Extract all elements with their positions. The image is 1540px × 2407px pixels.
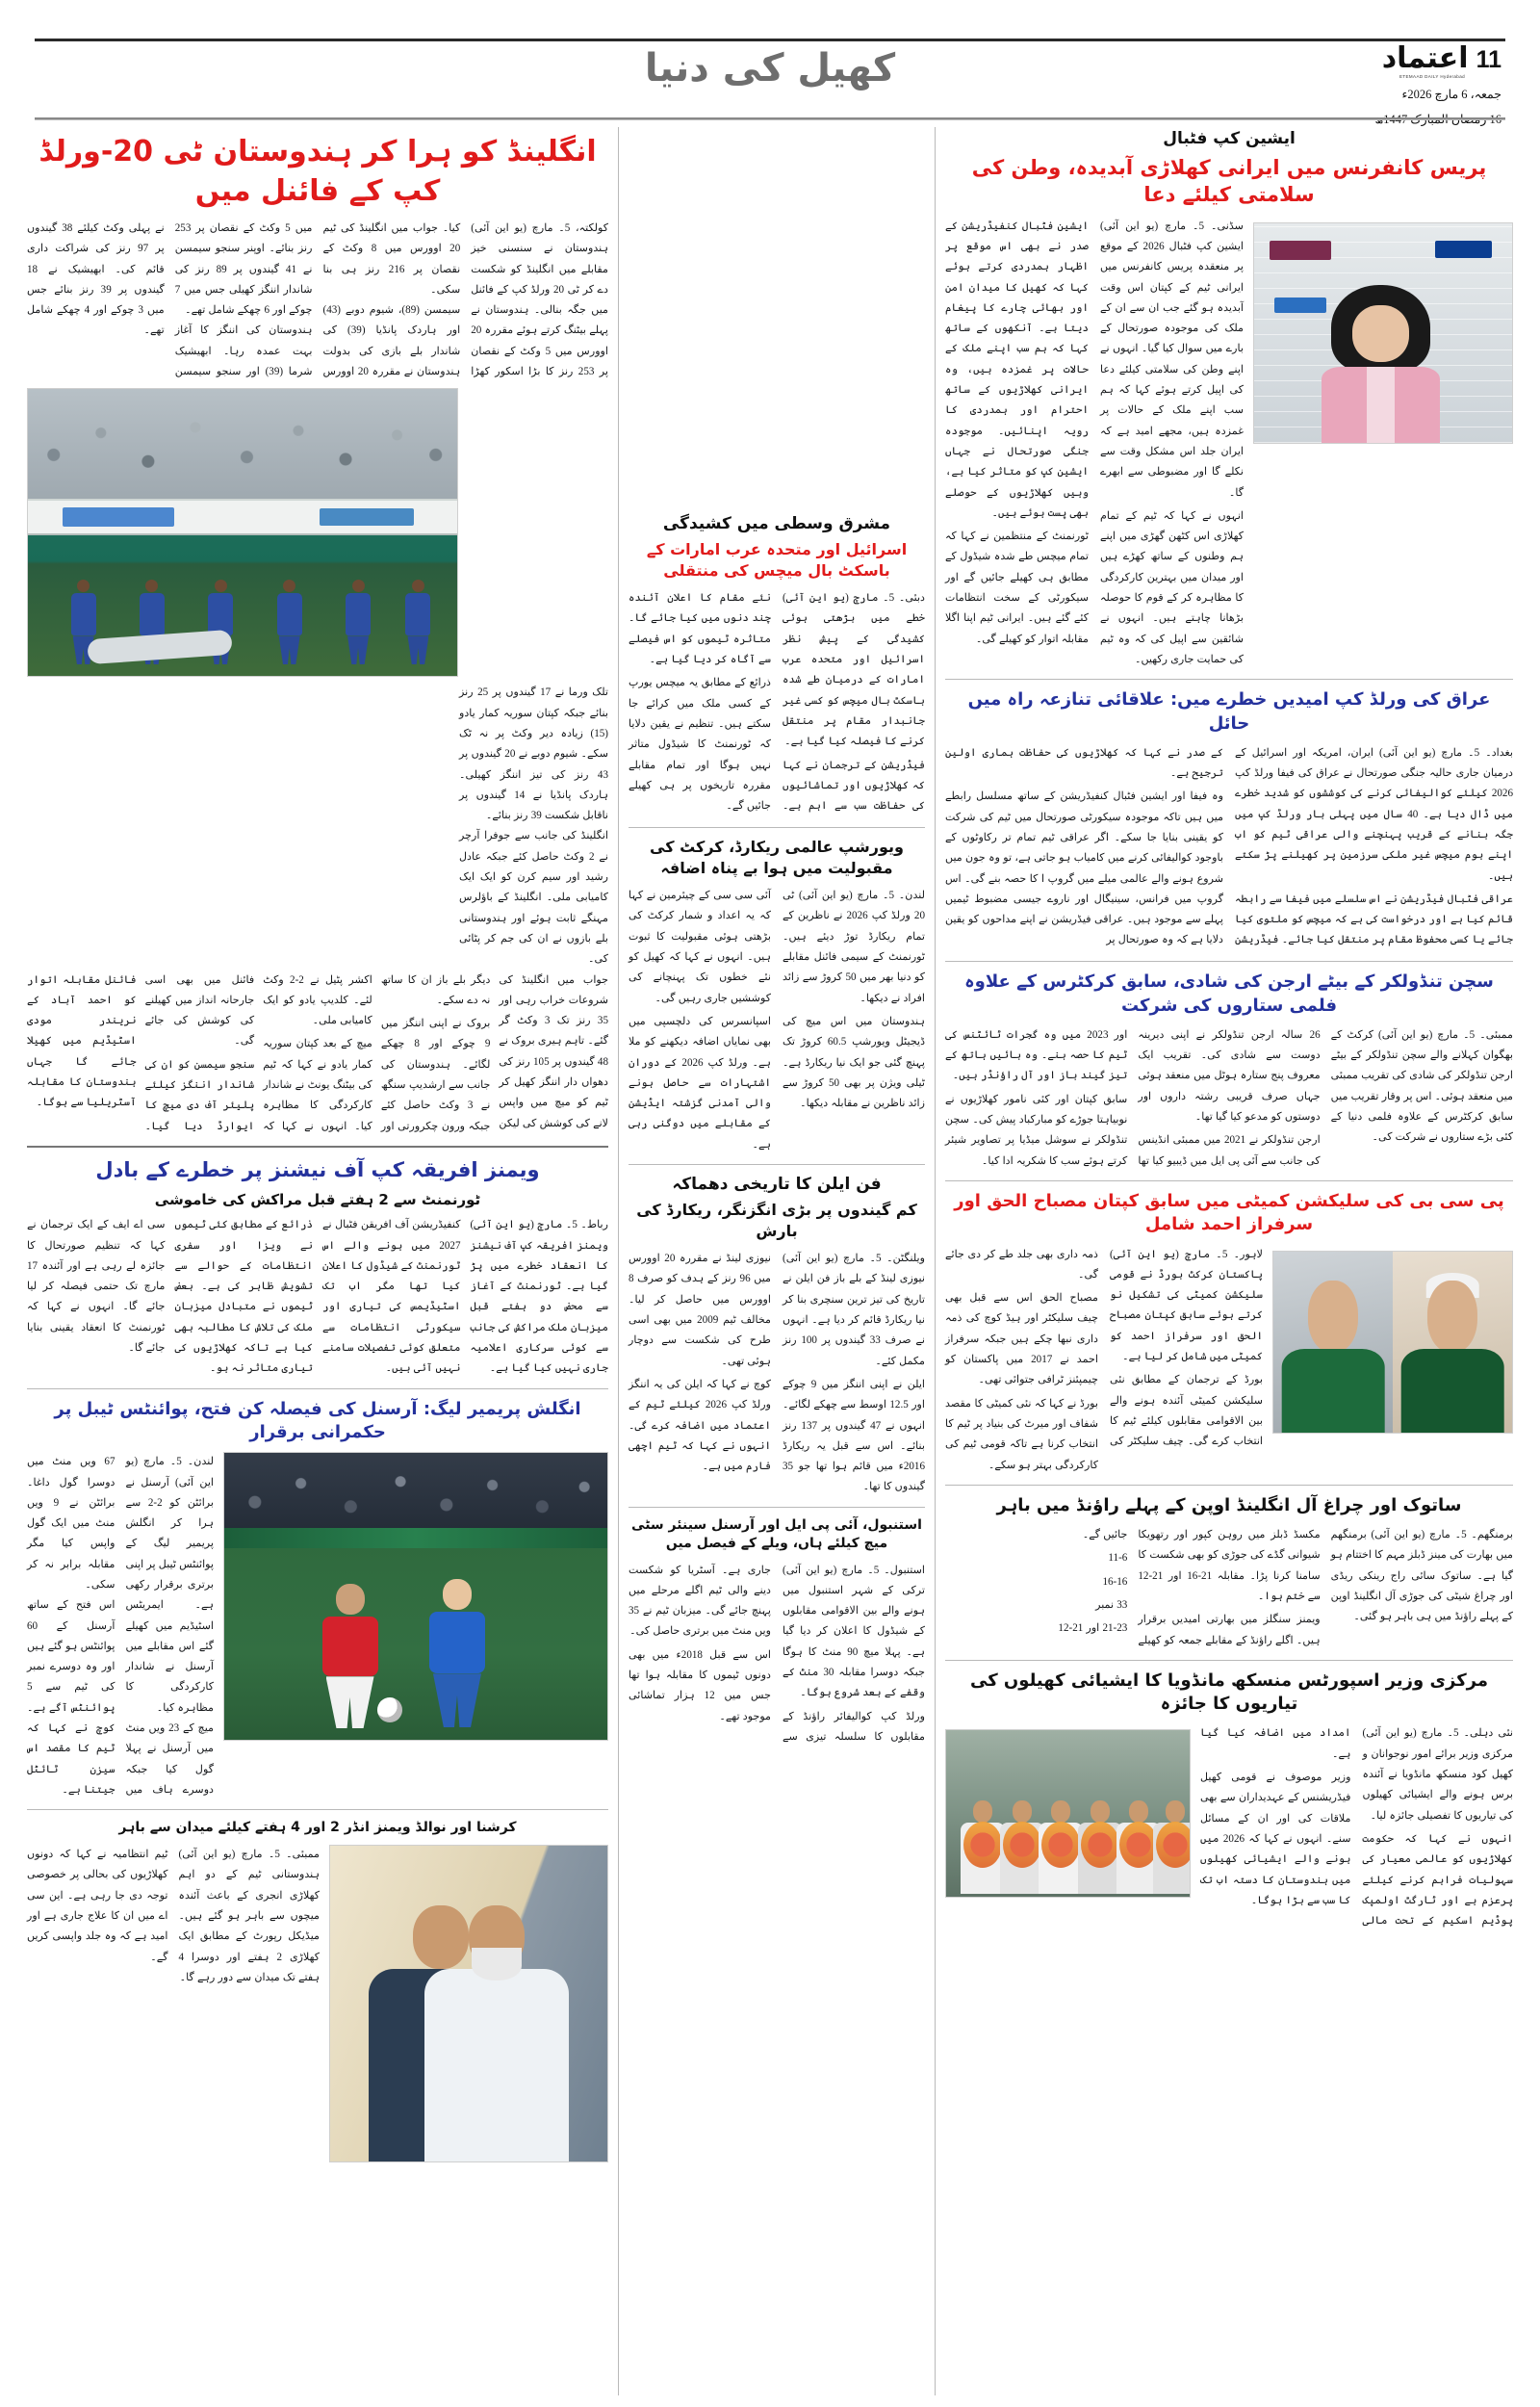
paragraph: انگلینڈ کی جانب سے جوفرا آرچر نے 2 وکٹ حاصل کئے جبکہ عادل رشید اور سیم کرن کو ایک ایک کامیابی ملی۔ انگلینڈ کے باؤلرس مہنگے ثابت ہوئے اور ہندوستانی بلے بازوں نے ان کی جم کر پٹائی کی۔ — [459, 830, 609, 966]
column-left — [17, 127, 618, 2395]
divider — [945, 1660, 1513, 1661]
paragraph: سابق کپتان اور کئی نامور کھلاڑیوں نے نوبیاہتا جوڑے کو مبارکباد پیش کی۔ سچن تنڈولکر نے سوشل میڈیا پر تصاویر شیئر کرتے ہوئے سب کا شکریہ ادا کیا۔ — [945, 1093, 1128, 1167]
score-line: 21-23 اور 21-12 — [1058, 1622, 1128, 1635]
body-injured-players — [27, 1845, 320, 1988]
india-celebration-photo — [27, 388, 458, 677]
paragraph: سڈنی۔ 5۔ مارچ (یو این آئی) ایشین کپ فٹبال 2026 کے موقع پر منعقدہ پریس کانفرنس میں ایرانی ٹیم کے کپتان اس وقت آبدیدہ ہو گئے جب ان سے ان کے ملک کی موجودہ صورتحال کے بارے میں سوال کیا گیا۔ انہوں نے اپنے وطن کی سلامتی کیلئے دعا کی اپیل کرتے ہوئے کہا کہ ہم سب اپنے ملک کے حالات پر غمزدہ ہیں، مجھے امید ہے کہ ایران جلد اس مشکل وقت سے نکلے گا اور مضبوطی سے ابھرے گا۔ — [1100, 220, 1244, 499]
paragraph: عراقی فٹبال فیڈریشن نے اس سلسلے میں فیفا سے رابطہ قائم کیا ہے اور درخواست کی ہے کہ میچس کو ملتوی کیا جائے یا کسی محفوظ مقام پر منتقل کیا جائے۔ فیڈریشن کے صدر نے کہا کہ کھلاڑیوں کی حفاظت ہماری اولین ترجیح ہے۔ — [945, 746, 1513, 946]
divider — [945, 961, 1513, 962]
headline-istanbul-schedule: استنبول، آئی پی ایل اور آرسنل سینئر سٹی میچ کیلئے ہاں، ویلے کے فیصل میں — [631, 1516, 922, 1551]
page-number: 11 — [1476, 46, 1502, 73]
paragraph: ٹیم انتظامیہ نے کہا کہ دونوں کھلاڑیوں کی بحالی پر خصوصی توجہ دی جا رہی ہے۔ این سی اے میں ان کا علاج جاری ہے اور امید ہے کہ وہ جلد واپسی کریں گے۔ — [27, 1849, 168, 1963]
paragraph: 26 سالہ ارجن تنڈولکر نے اپنی دیرینہ دوست سے شادی کی۔ تقریب ایک معروف پنج ستارہ ہوٹل میں منعقد ہوئی جہاں صرف قریبی رشتہ داروں اور دوستوں کو مدعو کیا گیا تھا۔ — [1138, 1028, 1321, 1124]
headline-arsenal-text: آرسنل کی فیصلہ کن فتح، پوائنٹس ٹیبل پر حکمرانی برقرار — [54, 1398, 418, 1442]
article-viewership-record — [629, 837, 925, 1155]
player-figure — [405, 580, 430, 664]
article-pcb-selection-committee — [945, 1190, 1513, 1476]
divider — [27, 1809, 608, 1810]
paragraph: بورڈ نے کہا کہ نئی کمیٹی کا مقصد شفاف اور میرٹ کی بنیاد پر ٹیم کا انتخاب کرنا ہے تاکہ قومی ٹیم کی کارکردگی بہتر ہو سکے۔ — [945, 1397, 1098, 1471]
paragraph: فیڈریشن کے ترجمان نے کہا کہ کھلاڑیوں اور تماشائیوں کی حفاظت سب سے اہم ہے۔ نئے مقام کا اعلان آئندہ چند دنوں میں کیا جائے گا۔ متاثرہ ٹیموں کو اس فیصلے سے آگاہ کر دیا گیا ہے۔ — [629, 592, 925, 813]
body-sports-minister-review — [1200, 1723, 1513, 1931]
column-middle — [618, 127, 936, 2395]
kicker-premier-league: انگلش پریمیر لیگ: — [423, 1398, 581, 1419]
man-right-figure — [424, 1905, 569, 2161]
two-men-portrait-photo — [329, 1845, 608, 2162]
paragraph: مصباح الحق اس سے قبل بھی چیف سلیکٹر اور ہیڈ کوچ کی ذمہ داری نبھا چکے ہیں جبکہ سرفراز احمد نے 2017 میں پاکستان کو چیمپئنز ٹرافی جتوائی تھی۔ — [945, 1292, 1098, 1386]
body-arsenal-win — [27, 1452, 214, 1800]
paragraph: ایشین فٹبال کنفیڈریشن کے صدر نے بھی اس موقع پر اظہار ہمدردی کرتے ہوئے کہا کہ کھیل کا میدان امن اور بھائی چارے کا پیغام دیتا ہے۔ آنکھوں کے ساتھ کہا کہ ہم سب اپنے ملک کے حالات پر غمزدہ ہیں، وہ ایرانی کھلاڑیوں کے ساتھ احترام اور ہمدردی کا رویہ اپنائیں۔ موجودہ جنگی صورتحال نے جہاں ایشین کپ کو متاثر کیا ہے، وہیں کھلاڑیوں کے حوصلے بھی پست ہوئے ہیں۔ — [945, 220, 1089, 519]
section-title: کھیل کی دنیا — [644, 46, 896, 91]
article-injured-players — [27, 1819, 608, 2168]
body-viewership-record — [629, 886, 925, 1155]
divider — [945, 1180, 1513, 1181]
article-arsenal-win — [27, 1398, 608, 1801]
paragraph: لندن۔ 5۔ مارچ (یو این آئی) ٹی 20 ورلڈ کپ 2026 نے ناظرین کے تمام ریکارڈ توڑ دیئے ہیں۔ ٹورنمنٹ کے سیمی فائنل مقابلے کو دنیا بھر میں 50 کروڑ سے زائد افراد نے دیکھا۔ — [783, 890, 925, 1004]
headline-satwik-chirag-all-england: ساتوک اور چراغ آل انگلینڈ اوپن کے پہلے راؤنڈ میں باہر — [996, 1494, 1462, 1515]
paragraph: دبئی۔ 5۔ مارچ (یو این آئی) خطے میں بڑھتی ہوئی کشیدگی کے پیش نظر اسرائیل اور متحدہ عرب امارات کے درمیان طے شدہ باسکٹ بال میچس کو کسی غیر جانبدار مقام پر منتقل کرنے کا فیصلہ کیا گیا ہے۔ — [783, 592, 925, 748]
body-istanbul-schedule — [629, 1561, 925, 1748]
kicker-finn-allen: فن ایلن کا تاریخی دھماکہ — [672, 1175, 882, 1194]
misbah-portrait — [1273, 1252, 1393, 1433]
body-finn-allen-record — [629, 1249, 925, 1498]
paragraph: ہندوستان کی اننگز کا آغاز بہت عمدہ رہا۔ ابھیشیک شرما (39) اور سنجو سیمسن نے پہلی وکٹ کیلئے 38 گیندوں پر 97 رنز کی شراکت داری قائم کی۔ ابھیشیک نے 18 گیندوں پر 39 رنز بنائے جس میں 3 چوکے اور 4 چھکے شامل تھے۔ — [27, 222, 313, 378]
paragraph: ویلنگٹن۔ 5۔ مارچ (یو این آئی) نیوزی لینڈ کے بلے باز فن ایلن نے تاریخ کی تیز ترین سنچری بنا کر نیا ریکارڈ قائم کر دیا ہے۔ انہوں نے صرف 33 گیندوں پر 100 رنز مکمل کئے۔ — [783, 1253, 925, 1367]
sports-minister-group-photo — [945, 1729, 1191, 1898]
aveeno-logo — [1274, 298, 1326, 313]
dateline-paragraph: کولکتہ، 5۔ مارچ (یو این آئی) ہندوستان نے سنسنی خیز مقابلے میں انگلینڈ کو شکست دے کر ٹی 20 ورلڈ کپ کے فائنل میں جگہ بنالی۔ ہندوستان نے پہلے بیٹنگ کرتے ہوئے مقررہ 20 اوورس میں 5 وکٹ کے نقصان پر 253 رنز کا بڑا اسکور کھڑا کیا۔ جواب میں انگلینڈ کی ٹیم 20 اوورس میں 8 وکٹ کے نقصان پر 216 رنز ہی بنا سکی۔ — [322, 222, 609, 378]
player-figure — [346, 580, 371, 664]
stadium-crowd — [28, 389, 457, 498]
paragraph: ارجن تنڈولکر نے 2021 میں ممبئی انڈینس کی جانب سے آئی پی ایل میں ڈیبیو کیا تھا اور 2023 میں وہ گجرات ٹائٹنس کی ٹیم کا حصہ بنے۔ وہ بائیں ہاتھ کے تیز گیند باز اور آل راؤنڈر ہیں۔ — [945, 1028, 1321, 1167]
pitchside-advertising-board — [224, 1528, 607, 1548]
headline-arsenal-win — [27, 1398, 608, 1445]
masthead — [17, 0, 1523, 123]
paragraph: سی اے ایف کے ایک ترجمان نے کہا کہ تنظیم صورتحال کا جائزہ لے رہی ہے اور آئندہ 17 مارچ تک حتمی فیصلہ کر لیا جائے گا۔ انہوں نے کہا کہ ٹورنمنٹ کا انعقاد یقینی بنایا جائے گا۔ — [27, 1219, 166, 1355]
body-lead-rest — [27, 971, 608, 1137]
divider — [629, 1507, 925, 1508]
masthead-top-rule — [35, 39, 1505, 41]
subhead-wafcon-doubt: ٹورنمنٹ سے 2 ہفتے قبل مراکش کی خاموشی — [154, 1191, 481, 1209]
paragraph: برمنگھم۔ 5۔ مارچ (یو این آئی) برمنگھم میں بھارت کی مینز ڈبلز مہم کا اختتام ہو گیا ہے۔ ساتوک سائی راج رینکی ریڈی اور چراغ شیٹی کی جوڑی آل انگلینڈ اوپن کے پہلے راؤنڈ میں ہی باہر ہو گئی۔ — [1330, 1529, 1514, 1623]
brand-logo: اعتماد — [1381, 41, 1469, 75]
paragraph: انہوں نے کہا کہ ٹیم کے تمام کھلاڑی اس کٹھن گھڑی میں اپنے ہم وطنوں کے ساتھ کھڑے ہیں اور میدان میں بہترین کارکردگی کا مظاہرہ کر کے قوم کا حوصلہ بڑھانا چاہتے ہیں۔ انہوں نے شائقین سے اپیل کی کہ وہ ٹیم کی حمایت جاری رکھیں۔ — [1100, 509, 1244, 665]
body-pcb-selection-committee — [945, 1245, 1263, 1476]
qatar-airways-logo — [1270, 241, 1331, 261]
paragraph: کوچ نے کہا کہ ایلن کی یہ اننگز ورلڈ کپ 2026 کیلئے ٹیم کے اعتماد میں اضافہ کرے گی۔ انہوں نے کہا کہ ٹیم اچھی فارم میں ہے۔ — [629, 1378, 771, 1473]
paragraph: بورڈ کے ترجمان کے مطابق نئی سلیکشن کمیٹی آئندہ ہونے والے بین الاقوامی مقابلوں کیلئے ٹیم کا انتخاب کرے گی۔ چیف سلیکٹر کی ذمہ داری بھی جلد طے کر دی جائے گی۔ — [945, 1248, 1263, 1448]
headline-arjun-tendulkar-wedding: سچن تنڈولکر کے بیٹے ارجن کی شادی، سابق کرکٹرس کے علاوہ فلمی ستاروں کی شرکت — [964, 971, 1494, 1016]
paragraph: وزیر موصوف نے قومی کھیل فیڈریشنس کے عہدیداران سے بھی ملاقات کی اور ان کے مسائل سنے۔ انہوں نے کہا کہ 2026 میں ہونے والے ایشیائی کھیلوں میں ہندوستان کا دستہ اب تک کا سب سے بڑا ہوگا۔ — [1200, 1772, 1351, 1906]
paragraph: استنبول۔ 5۔ مارچ (یو این آئی) ترکی کے شہر استنبول میں ہونے والے بین الاقوامی مقابلوں کے شیڈول کا اعلان کر دیا گیا ہے۔ پہلا میچ 90 منٹ کا ہوگا جبکہ دوسرا مقابلہ 30 منٹ کے وقفے کے بعد شروع ہوگا۔ — [783, 1564, 926, 1699]
score-line: 16-16 — [1102, 1575, 1128, 1588]
body-iraq-world-cup — [945, 743, 1513, 952]
article-israel-uae-basketball — [629, 514, 925, 818]
paragraph: جواب میں انگلینڈ کی شروعات خراب رہی اور 35 رنز تک 3 وکٹ گر گئے۔ تاہم ہیری بروک نے 48 گیندوں پر 105 رنز کی دھواں دار اننگز کھیل کر ٹیم کو میچ میں واپس لانے کی کوشش کی لیکن دیگر بلے باز ان کا ساتھ نہ دے سکے۔ — [380, 973, 608, 1129]
section-header-asian-cup: ایشین کپ فٹبال — [1163, 129, 1296, 148]
paragraph: اس فتح کے ساتھ آرسنل کے 60 پوائنٹس ہو گئے ہیں اور وہ دوسرے نمبر کی ٹیم سے 5 پوائنٹس آگے ہے۔ کوچ نے کہا کہ ٹیم کا مقصد اس سیزن ٹائٹل جیتنا ہے۔ — [27, 1599, 116, 1796]
divider — [629, 1164, 925, 1165]
headline-finn-allen-record: کم گیندوں پر بڑی انگزنگر، ریکارڈ کی بارش — [636, 1201, 917, 1240]
paragraph: ورلڈ کپ کوالیفائر راؤنڈ کے مقابلوں کا سلسلہ تیزی سے جاری ہے۔ آسٹریا کو شکست دینے والی ٹیم اگلے مرحلے میں پہنچ جائے گی۔ میزبان ٹیم نے 35 ویں منٹ میں برتری حاصل کی۔ — [629, 1564, 925, 1743]
paragraph: لندن۔ 5۔ مارچ (یو این آئی) آرسنل نے برائٹن کو 2-2 سے ہرا کر انگلش پریمیر لیگ کے پوائنٹس ٹیبل پر اپنی برتری برقرار رکھی ہے۔ ایمریٹس اسٹیڈیم میں کھیلے گئے اس مقابلے میں آرسنل نے شاندار کارکردگی کا مظاہرہ کیا۔ — [125, 1456, 215, 1714]
paragraph: انہوں نے کہا کہ حکومت کھلاڑیوں کو عالمی معیار کی سہولیات فراہم کرنے کیلئے پرعزم ہے اور ٹارگٹ اولمپک پوڈیم اسکیم کے تحت مالی امداد میں اضافہ کیا گیا ہے۔ — [1200, 1727, 1513, 1928]
paragraph: میچ کے بعد کپتان سوریہ کمار یادو نے کہا کہ ٹیم کی بیٹنگ یونٹ نے شاندار کارکردگی کا مظاہرہ کیا۔ انہوں نے کہا کہ فائنل میں بھی اسی جارحانہ انداز میں کھیلنے کی کوشش کی جائے گی۔ — [144, 973, 372, 1132]
date-gregorian: جمعہ، 6 مارچ 2026ء — [1401, 88, 1502, 101]
paragraph: رباط۔ 5۔ مارچ (یو این آئی) ویمنز افریقہ کپ آف نیشنز کا انعقاد خطرے میں پڑ گیا ہے۔ ٹورنمنٹ کے آغاز سے محض دو ہفتے قبل میزبان ملک مراکش کی جانب سے کوئی سرکاری اعلامیہ جاری نہیں کیا گیا ہے۔ — [470, 1219, 608, 1375]
football-ball — [377, 1697, 402, 1722]
paragraph: سنجو سیمسن کو ان کی شاندار اننگز کیلئے پلیئر آف دی میچ کا ایوارڈ دیا گیا۔ فائنل مقابلہ اتوار کو احمد آباد کے نریندر مودی اسٹیڈیم میں کھیلا جائے گا جہاں ہندوستان کا مقابلہ آسٹریلیا سے ہوگا۔ — [27, 973, 255, 1132]
body-wafcon-doubt — [27, 1215, 608, 1379]
score-line: 33 نمبر — [1095, 1599, 1128, 1611]
column-right — [936, 127, 1523, 2395]
divider — [945, 1485, 1513, 1486]
divider — [945, 679, 1513, 680]
headline-sports-minister-review: مرکزی وزیر اسپورٹس منسکھ مانڈویا کا ایشیائی کھیلوں کی تیاریوں کا جائزہ — [969, 1669, 1488, 1715]
paragraph: نیوزی لینڈ نے مقررہ 20 اوورس میں 96 رنز کے ہدف کو صرف 8 اوورس میں حاصل کر لیا۔ مخالف ٹیم 2009 میں بھی اسی طرح کی شکست سے دوچار ہوئی تھی۔ — [629, 1253, 771, 1367]
body-israel-uae-basketball — [629, 588, 925, 818]
arsenal-brighton-photo — [223, 1452, 608, 1741]
brand-subtitle: ETEMAAD DAILY Hyderabad — [1399, 74, 1465, 79]
body-satwik-chirag-all-england — [945, 1525, 1513, 1651]
misbah-sarfaraz-portraits-photo — [1272, 1251, 1513, 1434]
paragraph: ذرائع کے مطابق کئی ٹیموں نے ویزا اور سفری انتظامات کے حوالے سے تشویش ظاہر کی ہے۔ بعض ٹیموں نے متبادل میزبان ملک کی تلاش کا مطالبہ بھی کیا ہے تاکہ کھلاڑیوں کی تیاری متاثر نہ ہو۔ — [174, 1219, 313, 1375]
paragraph: ذرائع کے مطابق یہ میچس یورپ کے کسی ملک میں کرائے جا سکتے ہیں۔ تنظیم نے یقین دلایا کہ ٹورنمنٹ کا شیڈول متاثر نہیں ہوگا اور تمام مقابلے مقررہ تاریخوں پر ہی کھیلے جائیں گے۔ — [629, 677, 771, 813]
headline-viewership-record: ویورشپ عالمی ریکارڈ، کرکٹ کی مقبولیت میں ہوا بے پناہ اضافہ — [650, 837, 904, 877]
iranian-player-press-conference-photo — [1253, 222, 1513, 444]
paragraph: اسپانسرس کی دلچسپی میں بھی نمایاں اضافہ دیکھنے کو ملا ہے۔ ورلڈ کپ 2026 کے دوران اشتہارات سے حاصل ہونے والی آمدنی گزشتہ ایڈیشن کے مقابلے میں دوگنی رہی ہے۔ — [629, 1015, 771, 1151]
boundary-advertising-banner — [28, 499, 457, 536]
article-arjun-tendulkar-wedding — [945, 971, 1513, 1172]
paragraph: ہندوستان میں اس میچ کی ڈیجیٹل ویورشپ 60.5 کروڑ تک پہنچ گئی جو ایک نیا ریکارڈ ہے۔ ٹیلی ویژن پر بھی 50 کروڑ سے زائد ناظرین نے مقابلہ دیکھا۔ — [783, 1015, 926, 1110]
paragraph: تلک ورما نے 17 گیندوں پر 25 رنز بنائے جبکہ کپتان سوریہ کمار یادو (15) زیادہ دیر وکٹ پر نہ ٹک سکے۔ شیوم دوبے نے 20 گیندوں پر 43 رنز کی تیز اننگز کھیلی۔ ہاردک پانڈیا نے 14 گیندوں پر ناقابل شکست 39 رنز بنائے۔ — [459, 686, 608, 822]
page-content — [17, 123, 1523, 2395]
paragraph: ویمنز سنگلز میں بھارتی امیدیں برقرار ہیں۔ اگلے راؤنڈ کے مقابلے جمعہ کو کھیلے جائیں گے۔ — [1082, 1529, 1321, 1646]
headline-israel-uae-basketball: اسرائیل اور متحدہ عرب امارات کے باسکٹ بال میچس کی منتقلی — [646, 540, 908, 580]
article-sports-minister-review — [945, 1669, 1513, 1932]
brighton-player — [424, 1579, 491, 1728]
body-lead-intro — [27, 219, 608, 382]
headline-injured-players: کرشنا اور نوالڈ ویمنز انڈر 2 اور 4 ہفتے کیلئے میدان سے باہر — [118, 1820, 517, 1836]
paragraph: ممبئی۔ 5۔ مارچ (یو این آئی) کرکٹ کے بھگوان کہلانے والے سچن تنڈولکر کے بیٹے ارجن تنڈولکر کی شادی کی تقریب ممبئی میں منعقد ہوئی۔ اس پر وقار تقریب میں سابق کرکٹرس کے علاوہ فلمی دنیا کے کئی بڑے ستاروں نے شرکت کی۔ — [1330, 1028, 1513, 1144]
divider — [27, 1388, 608, 1389]
article-india-beats-england — [27, 133, 608, 1137]
masthead-bottom-rule — [35, 117, 1505, 119]
body-iran-press-conference — [945, 217, 1244, 671]
arsenal-player — [317, 1584, 384, 1728]
body-lead-side — [459, 683, 608, 970]
credit-suisse-logo — [1435, 241, 1492, 258]
article-finn-allen-record — [629, 1174, 925, 1498]
paragraph: اس سے قبل 2018ء میں بھی دونوں ٹیموں کا مقابلہ ہوا تھا جس میں 12 ہزار تماشائی موجود تھے۔ — [629, 1648, 771, 1722]
paragraph: ممبئی۔ 5۔ مارچ (یو این آئی) ہندوستانی ٹیم کے دو اہم کھلاڑی انجری کے باعث آئندہ میچوں سے باہر ہو گئے ہیں۔ میڈیکل رپورٹ کے مطابق ایک کھلاڑی 2 ہفتے اور دوسرا 4 ہفتے تک میدان سے دور رہے گا۔ — [178, 1849, 320, 1983]
headline-iraq-world-cup: عراق کی ورلڈ کپ امیدیں خطرے میں: علاقائی تنازعہ راہ میں حائل — [967, 689, 1491, 734]
paragraph: سیمسن (89)، شیوم دوبے (43) اور ہاردک پانڈیا (39) کی شاندار بلے بازی کی بدولت ہندوستان نے مقررہ 20 اوورس میں 5 وکٹ کے نقصان پر 253 رنز بنائے۔ اوپنر سنجو سیمسن نے 41 گیندوں پر 89 رنز کی شاندار اننگز کھیلی جس میں 7 چوکے اور 6 چھکے شامل تھے۔ — [174, 222, 461, 378]
paragraph: بروک نے اپنی اننگز میں 9 چوکے اور 8 چھکے لگائے۔ ہندوستان کی جانب سے ارشدیپ سنگھ نے 3 وکٹ حاصل کئے جبکہ ورون چکرورتی اور اکشر پٹیل نے 2-2 وکٹ لئے۔ کلدیپ یادو کو ایک کامیابی ملی۔ — [263, 973, 491, 1132]
paragraph: مکسڈ ڈبلز میں روہن کپور اور رتھویکا شیوانی گڈے کی جوڑی کو بھی شکست کا سامنا کرنا پڑا۔ مقابلہ 21-16 اور 21-12 سے ختم ہوا۔ — [1138, 1529, 1321, 1602]
paragraph: وہ فیفا اور ایشین فٹبال کنفیڈریشن کے ساتھ مسلسل رابطے میں ہیں تاکہ موجودہ سیکورٹی صورتحال میں ٹیم کی شرکت کو یقینی بنایا جا سکے۔ اگر عراقی ٹیم تمام تر رکاوٹوں کے باوجود کوالیفائی کرنے میں کامیاب ہو جاتی ہے، تو وہ جون میں شروع ہونے والے عالمی میلے میں گروپ ا کا حصہ بنے گی۔ اس گروپ میں فرانس، سینیگال اور ناروے جیسی مضبوط ٹیمیں پہلے سے موجود ہیں۔ عراقی فیڈریشن نے اپنے مداحوں کو یقین دلایا ہے کہ وہ صورتحال پر — [945, 790, 1223, 946]
player-figure — [277, 580, 302, 664]
score-line: 11-6 — [1108, 1552, 1128, 1565]
divider — [27, 1146, 608, 1148]
player-figure — [1322, 285, 1440, 443]
headline-wafcon-doubt: ویمنز افریقہ کپ آف نیشنز پر خطرے کے بادل — [95, 1157, 540, 1181]
paragraph: لاہور۔ 5۔ مارچ (یو این آئی) پاکستان کرکٹ بورڈ نے قومی سلیکشن کمیٹی کی تشکیل نو کرتے ہوئے سابق کپتان مصباح الحق اور سرفراز احمد کو کمیٹی میں شامل کر لیا ہے۔ — [1110, 1248, 1264, 1363]
headline-pcb-selection-committee: پی سی بی کی سلیکشن کمیٹی میں سابق کپتان مصباح الحق اور سرفراز احمد شامل — [954, 1190, 1504, 1235]
paragraph: ٹورنمنٹ کے منتظمین نے کہا کہ تمام میچس طے شدہ شیڈول کے مطابق ہی کھیلے جائیں گے اور سیکورٹی کے سخت انتظامات کئے گئے ہیں۔ ایرانی ٹیم اپنا اگلا مقابلہ اتوار کو کھیلے گی۔ — [945, 531, 1089, 645]
headline-iran-press-conference: پریس کانفرنس میں ایرانی کھلاڑی آبدیدہ، وطن کی سلامتی کیلئے دعا — [971, 156, 1487, 207]
body-arjun-tendulkar-wedding — [945, 1025, 1513, 1172]
paragraph: میچ کے 23 ویں منٹ میں آرسنل نے پہلا گول کیا جبکہ دوسرے ہاف میں 67 ویں منٹ میں دوسرا گول داغا۔ برائٹن نے 9 ویں منٹ میں ایک گول واپس کیا مگر مقابلہ برابر نہ کر سکی۔ — [27, 1456, 214, 1796]
paragraph: کنفیڈریشن آف افریقن فٹبال نے 2027 میں ہونے والے اس ٹورنمنٹ کے شیڈول کا اعلان کیا تھا مگر اب تک اسٹیڈیمس کی تیاری اور سیکورٹی انتظامات سے متعلق کوئی تفصیلات سامنے نہیں آئی ہیں۔ — [322, 1219, 461, 1375]
divider — [629, 827, 925, 828]
article-iran-press-conference — [945, 154, 1513, 670]
paragraph: ایلن نے اپنی اننگز میں 9 چوکے اور 12.5 اوسط سے چھکے لگائے۔ انہوں نے 47 گیندوں پر 137 رنز بنائے۔ اس سے قبل یہ ریکارڈ 2016ء میں قائم ہوا تھا جو 35 گیندوں کا تھا۔ — [783, 1378, 925, 1493]
article-iraq-world-cup — [945, 688, 1513, 952]
paragraph: بغداد۔ 5۔ مارچ (یو این آئی) ایران، امریکہ اور اسرائیل کے درمیان جاری حالیہ جنگی صورتحال نے عراق کی فیفا ورلڈ کپ 2026 کیلئے کوالیفائی کرنے کی کوششوں کو شدید خطرے میں ڈال دیا ہے۔ 40 سال میں پہلی بار ورلڈ کپ میں جگہ بنانے کے قریب پہنچنے والی عراقی ٹیم کو اب اپنے ہوم میچس غیر ملکی سرزمین پر کھیلنے پڑ سکتے ہیں۔ — [1235, 746, 1513, 882]
paragraph: نئی دہلی۔ 5۔ مارچ (یو این آئی) مرکزی وزیر برائے امور نوجوانان و کھیل کود منسکھ مانڈویا نے آئندہ برس ہونے والے ایشیائی کھیلوں کی تیاریوں کا تفصیلی جائزہ لیا۔ — [1362, 1727, 1513, 1822]
article-wafcon-doubt — [27, 1156, 608, 1380]
headline-india-beats-england: انگلینڈ کو ہرا کر ہندوستان ٹی 20-ورلڈ کپ کے فائنل میں — [38, 135, 597, 208]
article-istanbul-schedule — [629, 1516, 925, 1747]
article-satwik-chirag-all-england — [945, 1494, 1513, 1651]
paragraph: آئی سی سی کے چیئرمین نے کہا کہ یہ اعداد و شمار کرکٹ کی بڑھتی ہوئی مقبولیت کا ثبوت ہیں۔ انہوں نے کہا کہ کھیل کو نئے خطوں تک پہنچانے کی کوششیں جاری رہیں گی۔ — [629, 890, 771, 1004]
kicker-middle-east-tension: مشرق وسطی میں کشیدگی — [662, 514, 891, 533]
sarfaraz-portrait — [1393, 1252, 1512, 1433]
